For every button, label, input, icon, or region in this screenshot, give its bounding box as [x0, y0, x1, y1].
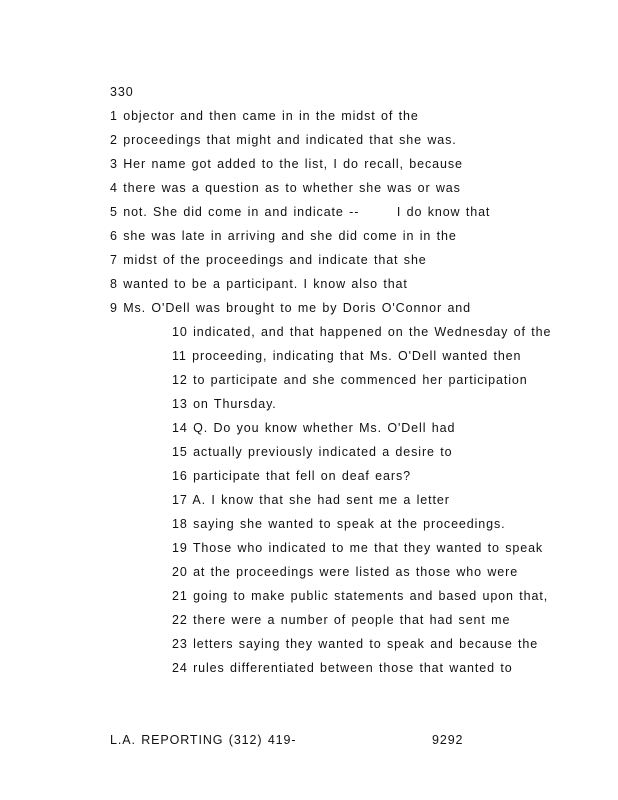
transcript-line: 19 Those who indicated to me that they wanted to speak — [172, 541, 544, 555]
footer-phone-number: 9292 — [432, 733, 464, 747]
transcript-line: 23 letters saying they wanted to speak and because the — [172, 637, 539, 651]
transcript-line: 20 at the proceedings were listed as those who were — [172, 565, 519, 579]
page-number: 330 — [110, 85, 134, 99]
transcript-line: 14 Q. Do you know whether Ms. O'Dell had — [172, 421, 456, 435]
transcript-line: 21 going to make public statements and based upon that, — [172, 589, 549, 603]
transcript-line: 13 on Thursday. — [172, 397, 277, 411]
transcript-line: 11 proceeding, indicating that Ms. O'Dell wanted then — [172, 349, 522, 363]
footer-reporter: L.A. REPORTING (312) 419- — [110, 733, 297, 747]
transcript-line: 7 midst of the proceedings and indicate that she — [110, 253, 427, 267]
transcript-line: 2 proceedings that might and indicated that she was. — [110, 133, 457, 147]
transcript-line: 10 indicated, and that happened on the Wednesday of the — [172, 325, 552, 339]
transcript-line: 24 rules differentiated between those that wanted to — [172, 661, 513, 675]
transcript-line: 12 to participate and she commenced her participation — [172, 373, 528, 387]
transcript-line: 17 A. I know that she had sent me a letter — [172, 493, 450, 507]
transcript-line: 8 wanted to be a participant. I know also that — [110, 277, 408, 291]
transcript-line: 3 Her name got added to the list, I do recall, because — [110, 157, 463, 171]
transcript-line: 22 there were a number of people that had sent me — [172, 613, 511, 627]
transcript-line: 16 participate that fell on deaf ears? — [172, 469, 411, 483]
transcript-line: 5 not. She did come in and indicate -- I do know that — [110, 205, 491, 219]
transcript-line: 6 she was late in arriving and she did come in in the — [110, 229, 457, 243]
transcript-line: 1 objector and then came in in the midst of the — [110, 109, 419, 123]
transcript-line: 15 actually previously indicated a desire to — [172, 445, 453, 459]
transcript-line: 9 Ms. O'Dell was brought to me by Doris O'Connor and — [110, 301, 472, 315]
transcript-line: 18 saying she wanted to speak at the proceedings. — [172, 517, 506, 531]
transcript-line: 4 there was a question as to whether she was or was — [110, 181, 461, 195]
